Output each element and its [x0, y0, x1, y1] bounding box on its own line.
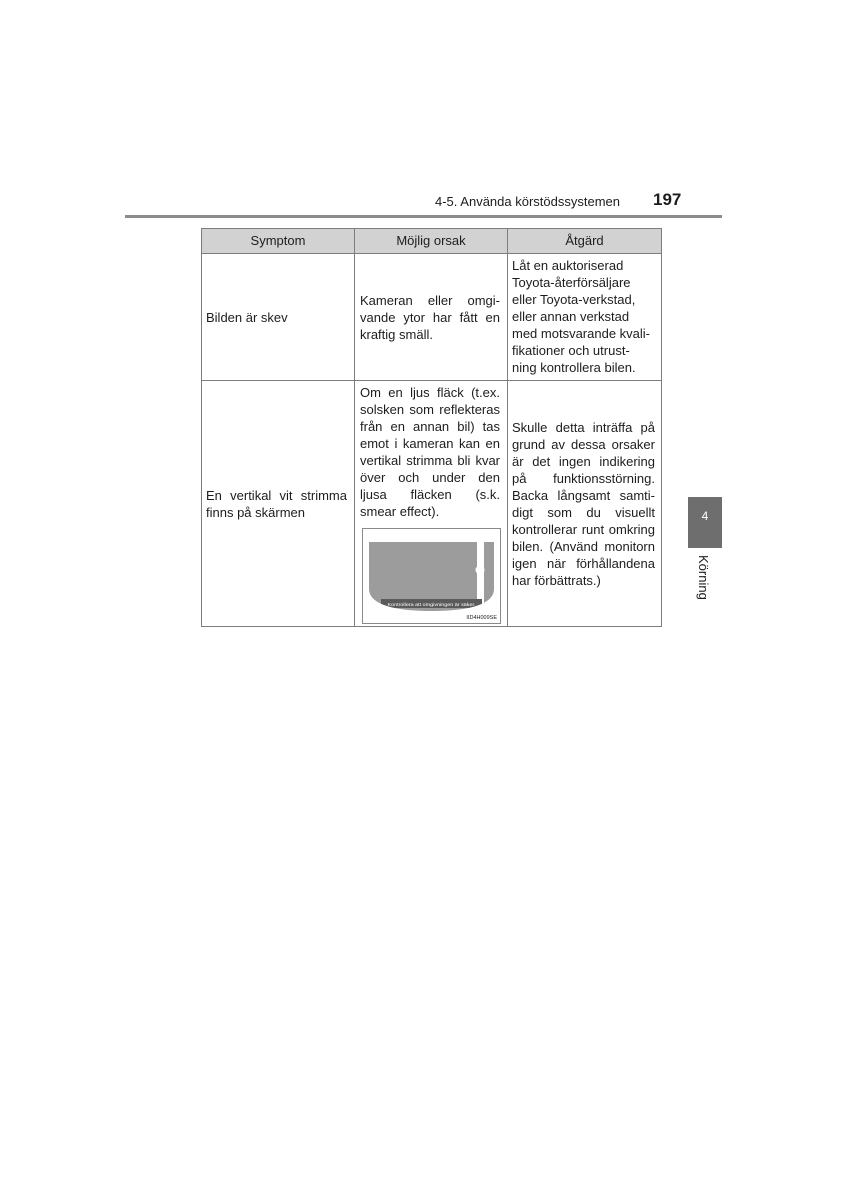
chapter-tab — [688, 497, 722, 548]
text-line: kraftig smäll. — [360, 326, 433, 342]
text-line: bilen. (Använd monitorn — [512, 538, 655, 554]
row-2-cause — [355, 381, 508, 627]
text-line: emot i kameran kan en — [360, 436, 500, 451]
row-1-cause — [355, 254, 508, 381]
text-line: Bilden är skev — [206, 309, 288, 325]
text-line: digt som du visuellt — [512, 504, 655, 520]
text-line: Skulle detta inträffa på — [512, 419, 655, 435]
text-line: kontrollerar runt omkring — [512, 521, 655, 537]
image-code: IID4H009SE — [466, 615, 497, 621]
bright-spot — [476, 566, 485, 575]
chapter-number: 4 — [701, 509, 709, 523]
row-2-remedy — [508, 381, 662, 627]
text-line: har förbättrats.) — [512, 572, 601, 588]
screen-message: Kontrollera att omgivningen är säker. — [387, 603, 466, 608]
text-line: smear effect). — [360, 504, 440, 519]
text-line: En vertikal vit strimma — [206, 487, 347, 503]
text-line: fikationer och utrust- — [512, 343, 630, 358]
chapter-title: Körning — [696, 555, 711, 600]
camera-screen-figure — [363, 529, 500, 623]
column-header-cause: Möjlig orsak — [355, 229, 508, 254]
text-line: över och under den — [360, 470, 500, 485]
row-1-symptom — [202, 254, 355, 381]
column-header-remedy: Åtgärd — [508, 229, 662, 254]
text-line: Kameran eller omgi- — [360, 292, 500, 308]
smear-effect-illustration — [362, 528, 501, 624]
text-line: solsken som reflekteras — [360, 402, 500, 417]
row-1-remedy — [508, 254, 662, 381]
text-line: finns på skärmen — [206, 504, 305, 520]
section-title: 4-5. Använda körstödssystemen — [435, 194, 620, 209]
column-header-symptom: Symptom — [202, 229, 355, 254]
text-line: Om en ljus fläck (t.ex. — [360, 385, 500, 400]
text-line: grund av dessa orsaker — [512, 436, 655, 452]
text-line: Toyota-återförsäljare — [512, 275, 631, 290]
text-line: igen när förhållandena — [512, 555, 655, 571]
text-line: Backa långsamt samti- — [512, 487, 655, 503]
troubleshooting-table — [201, 228, 662, 627]
text-line: med motsvarande kvali- — [512, 326, 650, 341]
text-line: eller Toyota-verkstad, — [512, 292, 636, 307]
text-line: vertikal strimma bli kvar — [360, 453, 500, 468]
header-rule — [125, 215, 722, 218]
text-line: på funktionsstörning. — [512, 470, 655, 486]
text-line: vande ytor har fått en — [360, 309, 500, 325]
text-line: eller annan verkstad — [512, 309, 630, 324]
page-number: 197 — [653, 190, 682, 209]
text-line: är det ingen indikering — [512, 453, 655, 469]
text-line: från en annan bil) tas — [360, 419, 500, 434]
text-line: ning kontrollera bilen. — [512, 360, 636, 375]
text-line: Låt en auktoriserad — [512, 258, 624, 273]
row-2-symptom — [202, 381, 355, 627]
text-line: ljusa fläcken (s.k. — [360, 487, 500, 502]
